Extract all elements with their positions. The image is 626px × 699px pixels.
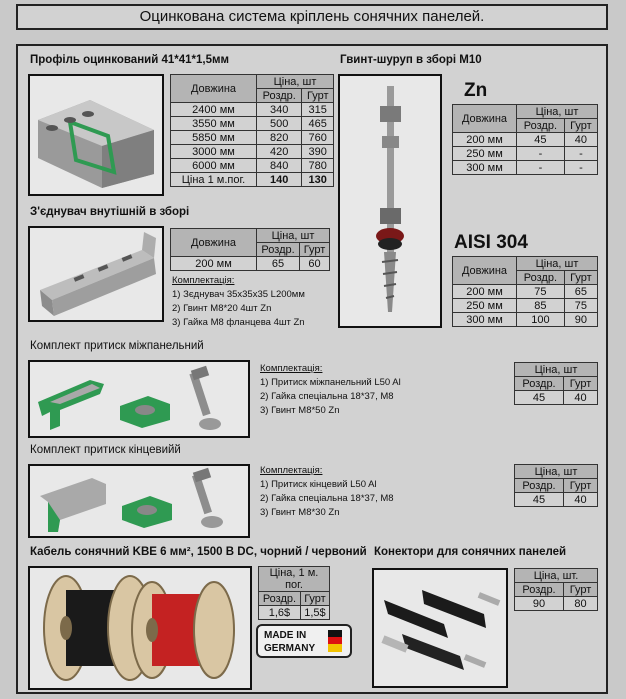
connector-photo — [28, 226, 164, 322]
screw-retail: 45 — [517, 133, 565, 147]
list-item: 2) Гвинт М8*20 4шт Zn — [172, 303, 272, 314]
connectors-head-wholesale: Гурт — [564, 583, 598, 597]
profile-retail: 340 — [257, 103, 302, 117]
connector-image — [30, 228, 162, 320]
profile-rail-image — [30, 76, 162, 194]
screw-wholesale: 65 — [564, 285, 597, 299]
table-row — [171, 145, 334, 159]
table-row — [515, 391, 598, 405]
cable-head-wholesale: Гурт — [300, 592, 329, 606]
mid-clamp-kit-label: Комплектація: — [260, 363, 323, 374]
profile-per-meter-retail: 140 — [257, 173, 302, 187]
screw-retail: 100 — [517, 313, 565, 327]
profile-wholesale: 760 — [302, 131, 334, 145]
catalog-panel — [16, 44, 608, 694]
connector-head-length: Довжина — [171, 229, 257, 257]
table-row — [259, 606, 330, 620]
screw-zn-price-table — [452, 104, 598, 175]
connectors-retail: 90 — [515, 597, 564, 611]
screw-wholesale: - — [564, 161, 597, 175]
list-item: 3) Гвинт М8*30 Zn — [260, 507, 340, 518]
connectors-head-retail: Роздр. — [515, 583, 564, 597]
end-clamp-kit-list — [260, 464, 394, 520]
connectors-photo — [372, 568, 508, 688]
screw-retail: - — [517, 161, 565, 175]
profile-length: 2400 мм — [171, 103, 257, 117]
table-row — [453, 299, 598, 313]
screw-zn-label: Zn — [464, 80, 488, 101]
connector-retail: 65 — [257, 257, 300, 271]
cable-price-table — [258, 566, 330, 620]
profile-head-retail: Роздр. — [257, 89, 302, 103]
screw-retail: - — [517, 147, 565, 161]
table-row — [515, 597, 598, 611]
list-item: 1) Притиск кінцевий L50 Al — [260, 479, 377, 490]
profile-retail: 820 — [257, 131, 302, 145]
connector-price-table — [170, 228, 330, 271]
screw-length: 300 мм — [453, 313, 517, 327]
end-clamp-head-retail: Роздр. — [515, 479, 564, 493]
profile-wholesale: 390 — [302, 145, 334, 159]
profile-title: Профіль оцинкований 41*41*1,5мм — [30, 54, 230, 66]
profile-per-meter-wholesale: 130 — [302, 173, 334, 187]
cable-head-price: Ціна, 1 м. пог. — [259, 567, 330, 592]
connector-title: З'єднувач внутішній в зборі — [30, 206, 190, 218]
mid-clamp-title: Комплект притиск міжпанельний — [30, 340, 204, 352]
connector-head-price: Ціна, шт — [257, 229, 330, 243]
profile-length: 3000 мм — [171, 145, 257, 159]
connector-kit-label: Комплектація: — [172, 275, 235, 286]
table-row — [171, 257, 330, 271]
list-item: 2) Гайка спеціальна 18*37, М8 — [260, 391, 394, 402]
connector-length: 200 мм — [171, 257, 257, 271]
table-row — [171, 173, 334, 187]
profile-wholesale: 780 — [302, 159, 334, 173]
profile-head-wholesale: Гурт — [302, 89, 334, 103]
screw-wholesale: 75 — [564, 299, 597, 313]
end-clamp-kit-label: Комплектація: — [260, 465, 323, 476]
profile-length: 5850 мм — [171, 131, 257, 145]
connectors-head-price: Ціна, шт. — [515, 569, 598, 583]
screw-zn-head-wholesale: Гурт — [564, 119, 597, 133]
list-item: 2) Гайка спеціальна 18*37, М8 — [260, 493, 394, 504]
profile-wholesale: 465 — [302, 117, 334, 131]
cable-head-retail: Роздр. — [259, 592, 301, 606]
table-row — [453, 285, 598, 299]
profile-length: 6000 мм — [171, 159, 257, 173]
table-row — [453, 161, 598, 175]
end-clamp-head-wholesale: Гурт — [564, 479, 598, 493]
connectors-title: Конектори для сонячних панелей — [374, 546, 567, 558]
connector-head-retail: Роздр. — [257, 243, 300, 257]
screw-retail: 85 — [517, 299, 565, 313]
end-clamp-title: Комплект притиск кінцевийй — [30, 444, 181, 456]
end-clamp-photo — [28, 464, 250, 538]
profile-retail: 420 — [257, 145, 302, 159]
mc4-connectors-image — [374, 570, 506, 686]
mid-clamp-photo — [28, 360, 250, 438]
screw-wholesale: - — [564, 147, 597, 161]
mid-clamp-kit-list — [260, 362, 401, 418]
cable-photo — [28, 566, 252, 690]
connectors-price-table — [514, 568, 598, 611]
profile-wholesale: 315 — [302, 103, 334, 117]
screw-length: 200 мм — [453, 133, 517, 147]
profile-retail: 500 — [257, 117, 302, 131]
badge-line1: MADE IN — [264, 630, 307, 641]
cable-retail: 1,6$ — [259, 606, 301, 620]
profile-per-meter-label: Ціна 1 м.пог. — [171, 173, 257, 187]
profile-retail: 840 — [257, 159, 302, 173]
screw-zn-head-retail: Роздр. — [517, 119, 565, 133]
screw-length: 250 мм — [453, 147, 517, 161]
screw-wholesale: 90 — [564, 313, 597, 327]
screw-length: 300 мм — [453, 161, 517, 175]
screw-image — [340, 76, 440, 326]
list-item: 1) Зєднувач 35х35х35 L200мм — [172, 289, 305, 300]
table-row — [171, 117, 334, 131]
profile-price-table — [170, 74, 334, 187]
mid-clamp-head-price: Ціна, шт — [515, 363, 598, 377]
screw-retail: 75 — [517, 285, 565, 299]
screw-wholesale: 40 — [564, 133, 597, 147]
screw-aisi-label: AISI 304 — [454, 232, 528, 253]
screw-length: 250 мм — [453, 299, 517, 313]
table-row — [515, 493, 598, 507]
screw-length: 200 мм — [453, 285, 517, 299]
cable-wholesale: 1,5$ — [300, 606, 329, 620]
cable-reels-image — [30, 568, 250, 688]
end-clamp-image — [30, 466, 248, 536]
screw-aisi-head-wholesale: Гурт — [564, 271, 597, 285]
screw-zn-head-price: Ціна, шт — [517, 105, 598, 119]
screw-aisi-head-length: Довжина — [453, 257, 517, 285]
german-flag-icon — [328, 630, 342, 652]
end-clamp-price-table — [514, 464, 598, 507]
made-in-germany-badge — [256, 624, 352, 658]
end-clamp-head-price: Ціна, шт — [515, 465, 598, 479]
screw-title: Гвинт-шуруп в зборі М10 — [340, 54, 482, 66]
list-item: 3) Гвинт М8*50 Zn — [260, 405, 340, 416]
mid-clamp-head-wholesale: Гурт — [564, 377, 598, 391]
connector-kit-list — [172, 274, 305, 330]
table-row — [453, 147, 598, 161]
table-row — [453, 313, 598, 327]
screw-aisi-head-price: Ціна, шт — [517, 257, 598, 271]
mid-clamp-image — [30, 362, 248, 436]
profile-head-price: Ціна, шт — [257, 75, 334, 89]
profile-length: 3550 мм — [171, 117, 257, 131]
end-clamp-wholesale: 40 — [564, 493, 598, 507]
mid-clamp-head-retail: Роздр. — [515, 377, 564, 391]
page-title — [16, 4, 608, 30]
profile-head-length: Довжина — [171, 75, 257, 103]
connector-head-wholesale: Гурт — [300, 243, 330, 257]
list-item: 1) Притиск міжпанельний L50 Al — [260, 377, 401, 388]
table-row — [453, 133, 598, 147]
connector-wholesale: 60 — [300, 257, 330, 271]
connectors-wholesale: 80 — [564, 597, 598, 611]
screw-aisi-price-table — [452, 256, 598, 327]
end-clamp-retail: 45 — [515, 493, 564, 507]
page-title-text: Оцинкована система кріплень сонячних панелей. — [139, 8, 485, 25]
profile-photo — [28, 74, 164, 196]
table-row — [171, 103, 334, 117]
cable-title: Кабель сонячний KBE 6 мм², 1500 В DC, чорний / червоний — [30, 546, 367, 558]
mid-clamp-retail: 45 — [515, 391, 564, 405]
screw-zn-head-length: Довжина — [453, 105, 517, 133]
table-row — [171, 159, 334, 173]
table-row — [171, 131, 334, 145]
mid-clamp-price-table — [514, 362, 598, 405]
mid-clamp-wholesale: 40 — [564, 391, 598, 405]
screw-photo — [338, 74, 442, 328]
screw-aisi-head-retail: Роздр. — [517, 271, 565, 285]
badge-line2: GERMANY — [264, 643, 316, 654]
list-item: 3) Гайка М8 фланцева 4шт Zn — [172, 317, 305, 328]
